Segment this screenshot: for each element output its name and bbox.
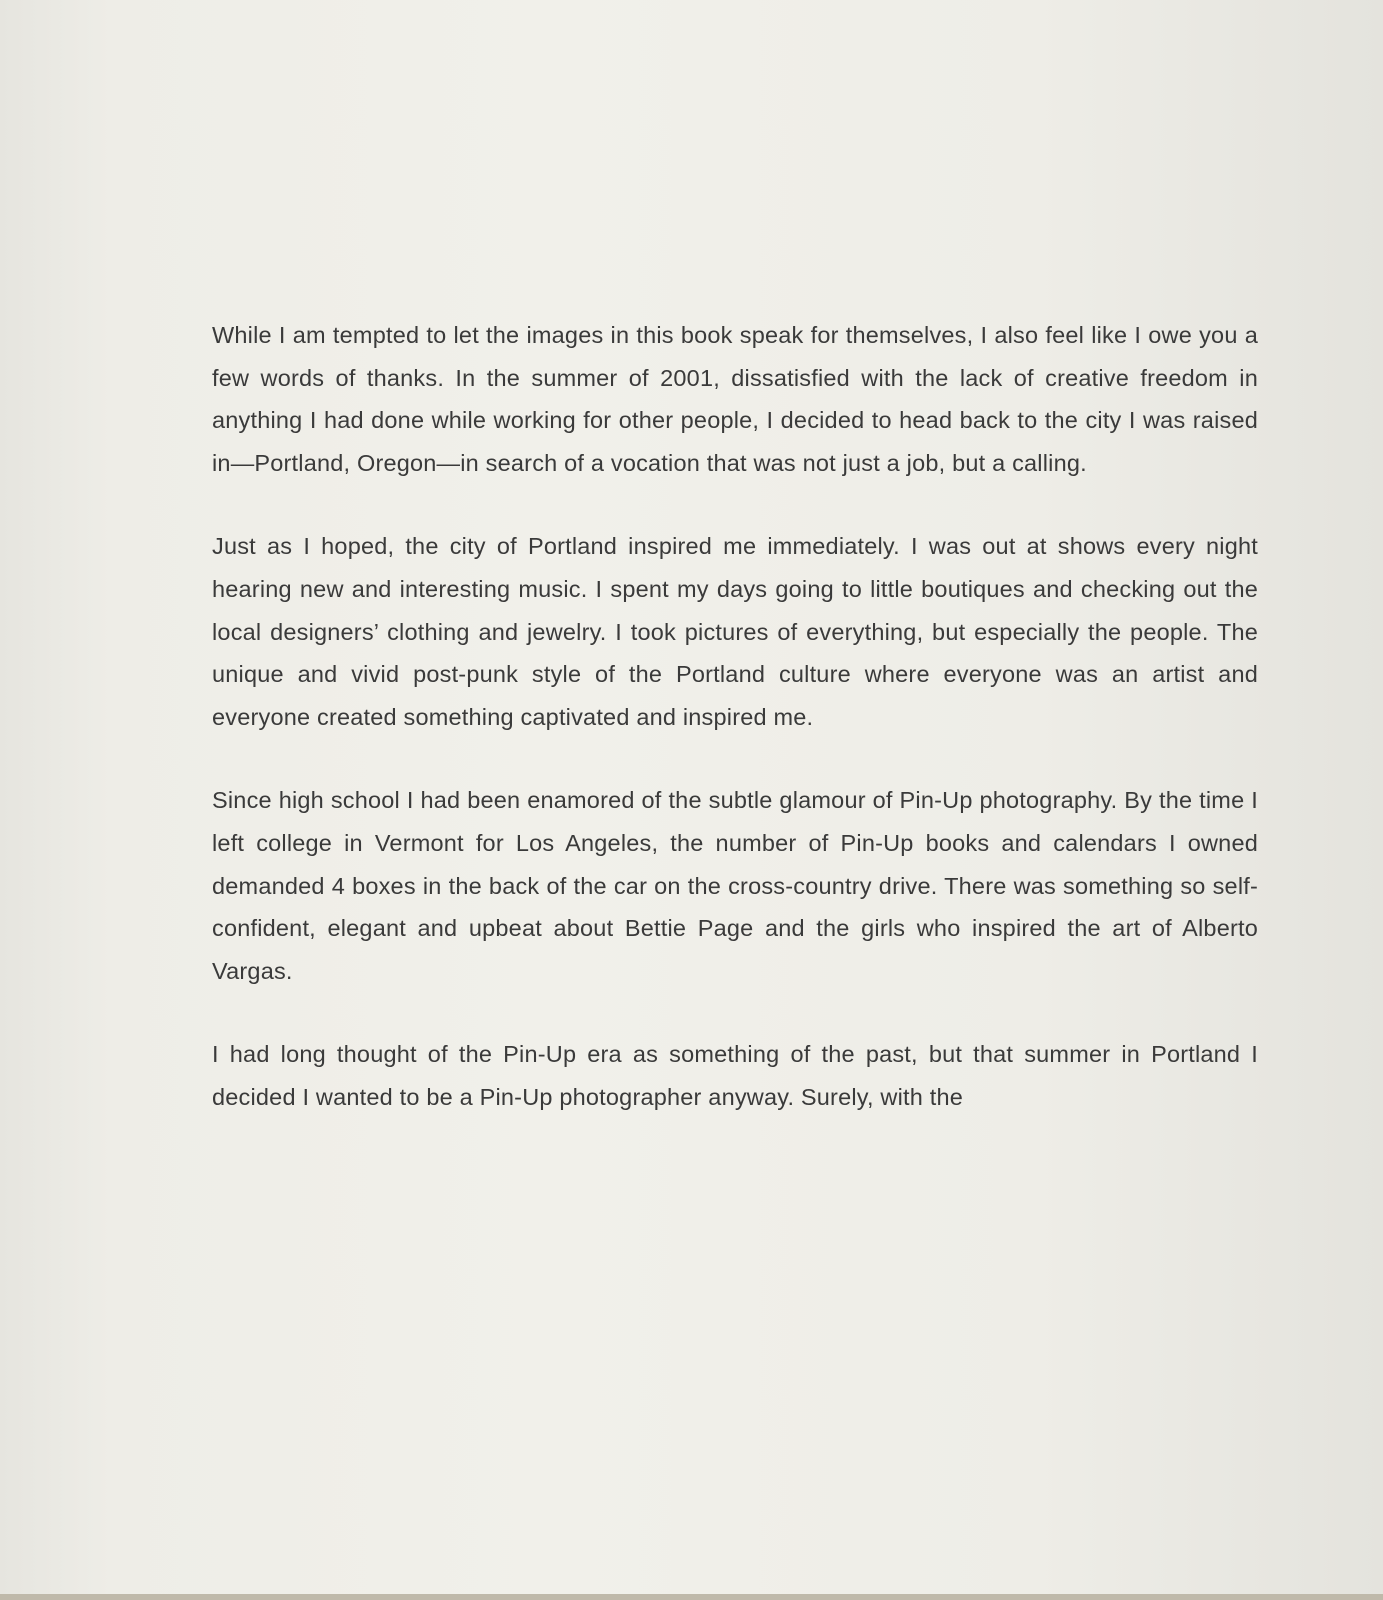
- paragraph-3: Since high school I had been enamored of the subtle glamour of Pin-Up photography. By the time I left college in Vermont for Los Angeles, the number of Pin-Up books and calendars I owned demanded 4 boxes in the back of the car on the cross-country drive. There was something so self-confident, elegant and upbeat about Bettie Page and the girls who inspired the art of Alberto Vargas.: [212, 787, 1258, 984]
- page-edge: [0, 1594, 1383, 1600]
- paragraph-4: I had long thought of the Pin-Up era as something of the past, but that summer in Portland I decided I wanted to be a Pin-Up photographer anyway. Surely, with the: [212, 1041, 1258, 1110]
- paragraph-2: Just as I hoped, the city of Portland inspired me immediately. I was out at shows every night hearing new and interesting music. I spent my days going to little boutiques and checking out the local designers’ clothing and jewelry. I took pictures of everything, but especially the people. The unique and vivid post-punk style of the Portland culture where everyone was an artist and everyone created something captivated and inspired me.: [212, 533, 1258, 730]
- body-text: [212, 314, 1258, 1119]
- paragraph-1: While I am tempted to let the images in this book speak for themselves, I also feel like I owe you a few words of thanks. In the summer of 2001, dissatisfied with the lack of creative freedom in anything I had done while working for other people, I decided to head back to the city I was raised in—Portland, Oregon—in search of a vocation that was not just a job, but a calling.: [212, 322, 1258, 476]
